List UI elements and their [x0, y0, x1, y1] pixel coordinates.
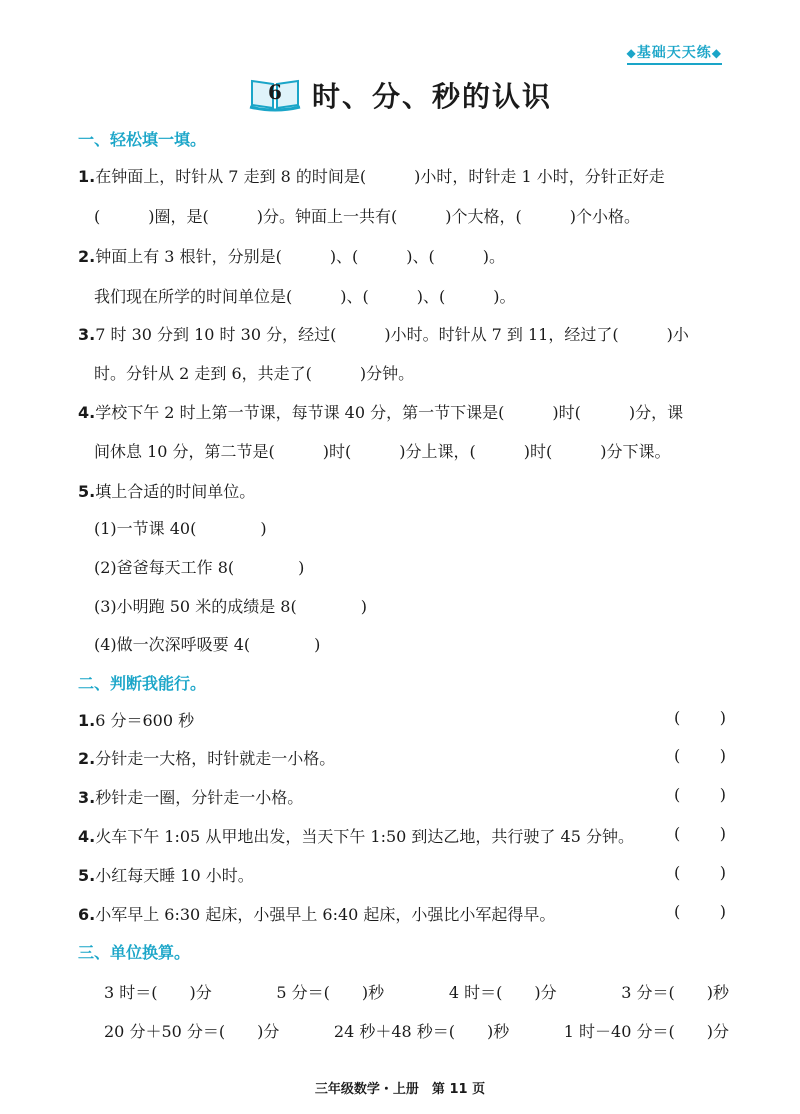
judge-text: 火车下午 1:05 从甲地出发，当天下午 1:50 到达乙地，共行驶了 45 分钟。 [95, 827, 634, 846]
judge-item-3 [78, 785, 726, 808]
judge-number: 2. [78, 749, 96, 768]
q4-text1: 学校下午 2 时上第一节课，每节课 40 分，第一节下课是( )时( )分，课 [95, 403, 684, 422]
q3-line1 [78, 322, 726, 345]
q3-text1: 7 时 30 分到 10 时 30 分，经过( )小时。时针从 7 到 11，经过了( )小 [95, 325, 689, 344]
judge-item-4 [78, 824, 726, 847]
q3-line2: 时。分针从 2 走到 6，共走了( )分钟。 [94, 364, 415, 383]
q3-number: 3. [78, 325, 96, 344]
q4-line1 [78, 400, 726, 423]
judge-item-2 [78, 746, 726, 769]
q5-sub-a: (1)一节课 40( ) [94, 519, 267, 538]
q1-line1 [78, 164, 726, 187]
section3-heading: 三、单位换算。 [78, 943, 191, 962]
diamond-left-icon: ◆ [626, 46, 637, 60]
conversion-item: 1 时－40 分＝( )分 [563, 1022, 729, 1041]
answer-box[interactable]: ( ) [674, 902, 726, 921]
conversion-item: 5 分＝( )秒 [276, 983, 385, 1002]
section-badge [627, 42, 722, 65]
q4-number: 4. [78, 403, 96, 422]
judge-text: 秒针走一圈，分针走一小格。 [95, 788, 304, 807]
page-title: 时、分、秒的认识 [311, 80, 552, 113]
section2-heading: 二、判断我能行。 [78, 674, 207, 693]
diamond-right-icon: ◆ [711, 46, 722, 60]
q1-text1: 在钟面上，时针从 7 走到 8 的时间是( )小时，时针走 1 小时，分针正好走 [95, 167, 665, 186]
judge-text: 小红每天睡 10 小时。 [95, 866, 254, 885]
answer-box[interactable]: ( ) [674, 824, 726, 843]
q5-number: 5. [78, 482, 96, 501]
conversion-item: 20 分＋50 分＝( )分 [104, 1022, 280, 1041]
q5-text1: 填上合适的时间单位。 [95, 482, 256, 501]
judge-number: 4. [78, 827, 96, 846]
q4-line2: 间休息 10 分，第二节是( )时( )分上课，( )时( )分下课。 [94, 442, 671, 461]
judge-text: 小军早上 6:30 起床，小强早上 6:40 起床，小强比小军起得早。 [95, 905, 556, 924]
judge-item-6 [78, 902, 726, 925]
answer-box[interactable]: ( ) [674, 708, 726, 727]
conversion-item: 3 时＝( )分 [104, 983, 212, 1002]
judge-item-5 [78, 863, 726, 886]
lesson-number: 6 [268, 80, 282, 104]
q5-sub-b: (2)爸爸每天工作 8( ) [94, 558, 305, 577]
section1-heading: 一、轻松填一填。 [78, 130, 207, 149]
judge-item-1 [78, 708, 726, 731]
q5-sub-d: (4)做一次深呼吸要 4( ) [94, 635, 321, 654]
conversion-item: 24 秒＋48 秒＝( )秒 [333, 1022, 510, 1041]
conversion-item: 3 分＝( )秒 [621, 983, 729, 1002]
answer-box[interactable]: ( ) [674, 785, 726, 804]
judge-number: 1. [78, 711, 96, 730]
lesson-number-book [248, 77, 302, 113]
q5-sub-c: (3)小明跑 50 米的成绩是 8( ) [94, 597, 367, 616]
lesson-title-row [0, 72, 800, 118]
q2-line2: 我们现在所学的时间单位是( )、( )、( )。 [94, 287, 516, 306]
judge-number: 5. [78, 866, 96, 885]
q2-text1: 钟面上有 3 根针，分别是( )、( )、( )。 [95, 247, 506, 266]
judge-text: 分针走一大格，时针就走一小格。 [95, 749, 336, 768]
q1-line2: ( )圈，是( )分。钟面上一共有( )个大格，( )个小格。 [94, 207, 640, 226]
answer-box[interactable]: ( ) [674, 863, 726, 882]
judge-number: 6. [78, 905, 96, 924]
answer-box[interactable]: ( ) [674, 746, 726, 765]
q2-number: 2. [78, 247, 96, 266]
q1-number: 1. [78, 167, 96, 186]
conversion-row-2 [104, 1019, 729, 1042]
page-footer: 三年级数学・上册 第 11 页 [314, 1082, 486, 1097]
q5-line1 [78, 479, 726, 502]
judge-text: 6 分＝600 秒 [95, 711, 195, 730]
conversion-row-1 [104, 980, 729, 1003]
q2-line1 [78, 244, 726, 267]
judge-number: 3. [78, 788, 96, 807]
badge-label: 基础天天练 [636, 45, 712, 61]
conversion-item: 4 时＝( )分 [448, 983, 557, 1002]
